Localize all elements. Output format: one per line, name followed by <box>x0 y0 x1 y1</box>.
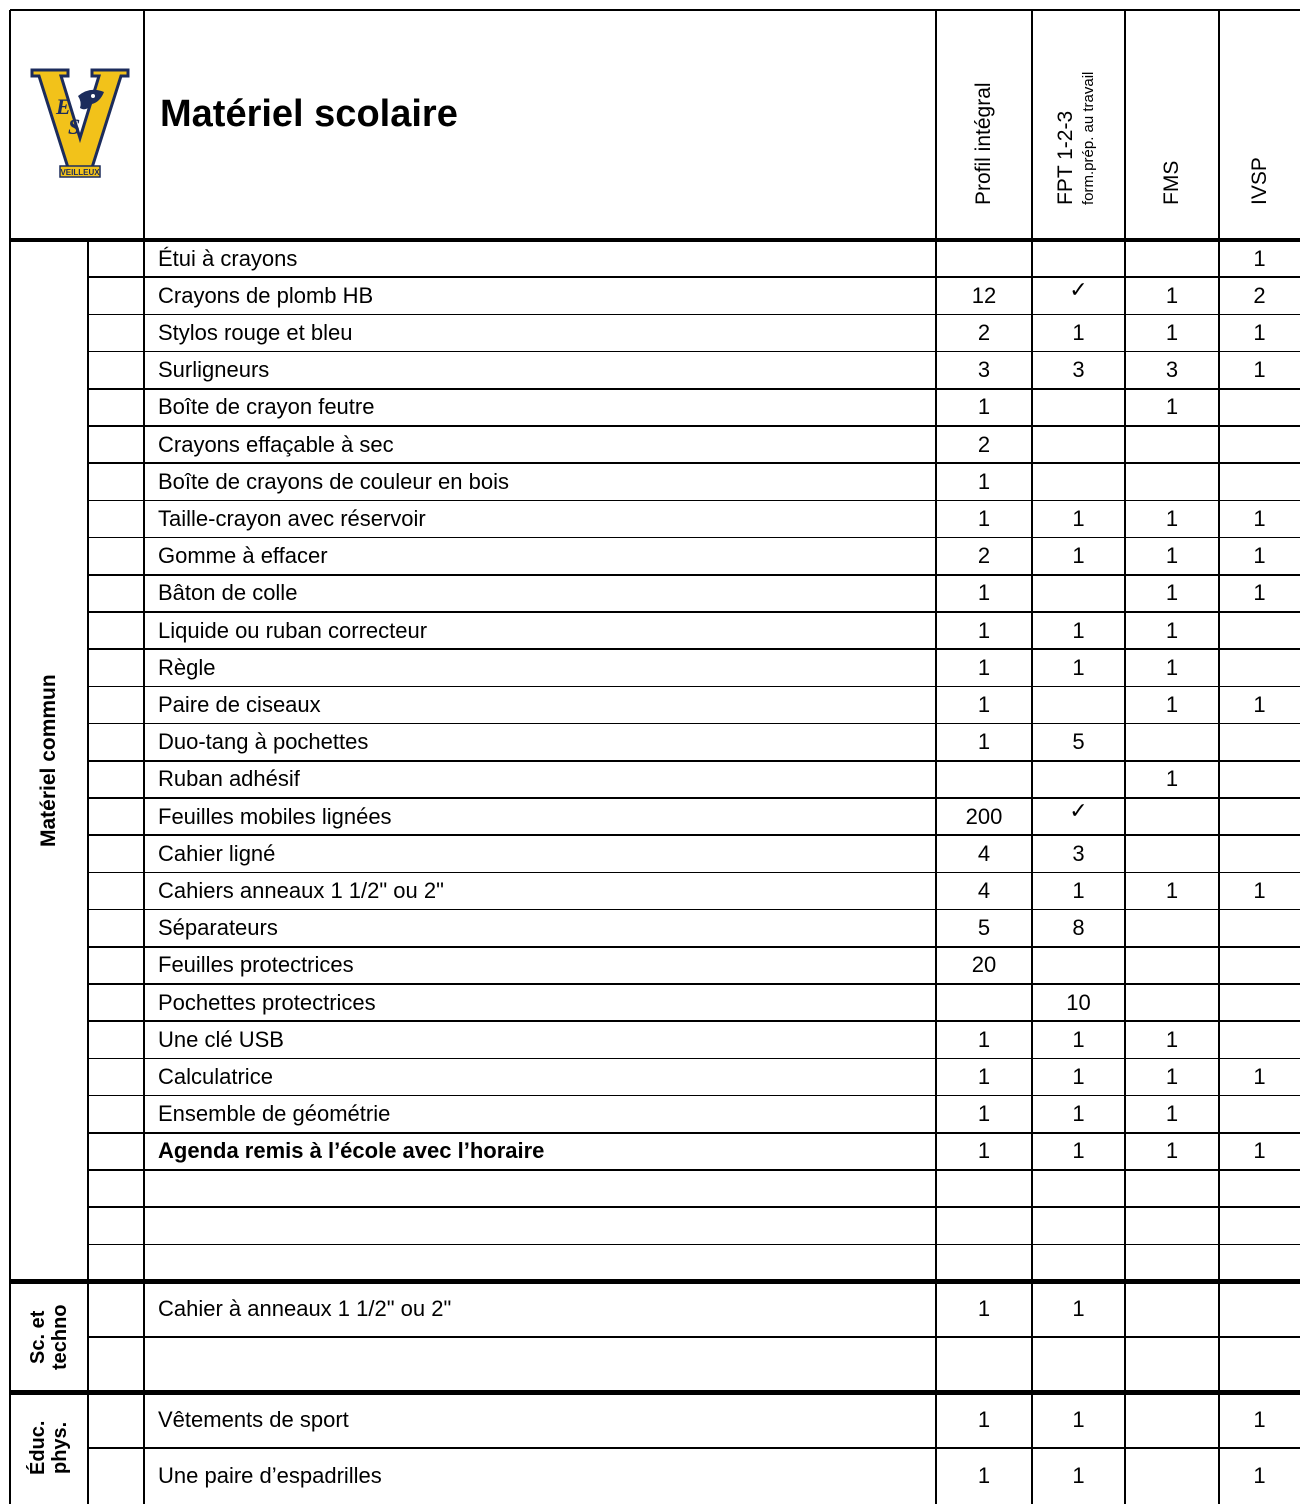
quantity-cell: 1 <box>1072 1026 1085 1052</box>
item-label: Boîte de crayon feutre <box>158 394 375 420</box>
table-row <box>88 1337 1300 1393</box>
section-label: techno <box>49 1304 71 1371</box>
quantity-cell: 1 <box>1253 543 1266 569</box>
item-label: Paire de ciseaux <box>158 692 321 717</box>
quantity-cell: 1 <box>977 1026 991 1052</box>
quantity-cell: 1 <box>977 580 991 606</box>
quantity-cell: 1 <box>977 729 991 755</box>
quantity-cell: 3 <box>1165 357 1179 383</box>
quantity-cell: 1 <box>977 654 991 680</box>
item-label: Cahier ligné <box>158 840 276 866</box>
quantity-cell: 4 <box>977 840 991 866</box>
quantity-cell: 1 <box>977 1462 991 1488</box>
quantity-cell: 12 <box>971 282 997 308</box>
quantity-cell: 1 <box>1165 1064 1179 1089</box>
svg-text:E: E <box>56 94 71 119</box>
quantity-cell: 1 <box>1165 543 1179 569</box>
quantity-cell: 5 <box>977 915 991 941</box>
quantity-cell: 1 <box>1165 394 1179 420</box>
quantity-cell: 1 <box>977 1407 991 1433</box>
quantity-cell: 1 <box>1165 878 1179 903</box>
item-label: Ensemble de géométrie <box>158 1101 391 1127</box>
column-header-2: FPT 1-2-3 <box>1053 110 1077 205</box>
column-header-3: FMS <box>1160 160 1183 205</box>
item-label: Vêtements de sport <box>158 1407 349 1433</box>
item-label: Ruban adhésif <box>158 766 300 792</box>
item-label: Cahier à anneaux 1 1/2" ou 2" <box>158 1296 452 1322</box>
quantity-cell: 1 <box>1072 1101 1085 1127</box>
svg-text:VEILLEUX: VEILLEUX <box>60 168 100 177</box>
grid-line <box>9 10 11 1504</box>
item-label: Règle <box>158 654 216 680</box>
svg-text:S: S <box>68 114 81 139</box>
table-row <box>88 1207 1300 1244</box>
quantity-cell: 1 <box>1165 654 1179 680</box>
item-label: Boîte de crayons de couleur en bois <box>158 468 510 494</box>
page-title: Matériel scolaire <box>160 93 458 135</box>
item-label: Taille-crayon avec réservoir <box>158 506 426 531</box>
quantity-cell: 1 <box>1253 357 1266 383</box>
quantity-cell: 1 <box>977 506 991 531</box>
quantity-cell: 2 <box>977 543 991 569</box>
quantity-cell: 1 <box>1165 766 1179 792</box>
quantity-cell: 1 <box>977 1296 991 1322</box>
quantity-cell: 1 <box>1253 580 1266 606</box>
quantity-cell: 1 <box>977 617 991 643</box>
quantity-cell: 8 <box>1072 915 1085 941</box>
checkmark-icon: ✓ <box>1069 798 1088 824</box>
item-label: Une clé USB <box>158 1026 284 1052</box>
quantity-cell: 3 <box>1072 840 1085 866</box>
column-header-4: IVSP <box>1247 157 1271 205</box>
item-label: Feuilles protectrices <box>158 952 354 978</box>
quantity-cell: 1 <box>1165 1026 1179 1052</box>
quantity-cell: 3 <box>1072 357 1085 383</box>
item-label: Une paire d’espadrilles <box>158 1462 382 1488</box>
quantity-cell: 4 <box>977 878 991 903</box>
section-label: phys. <box>49 1421 71 1475</box>
item-label: Crayons de plomb HB <box>158 282 374 308</box>
quantity-cell: 1 <box>1072 1064 1085 1089</box>
quantity-cell: 1 <box>1253 506 1266 531</box>
quantity-cell: 1 <box>1072 1138 1085 1164</box>
quantity-cell: 1 <box>1165 506 1179 531</box>
quantity-cell: 10 <box>1066 989 1091 1015</box>
quantity-cell: 1 <box>1253 1462 1266 1488</box>
quantity-cell: 1 <box>1253 320 1266 345</box>
quantity-cell: 1 <box>1072 320 1085 345</box>
column-subheader-2: form.prép. au travail <box>1079 71 1097 205</box>
quantity-cell: 2 <box>977 320 991 345</box>
quantity-cell: 1 <box>1165 692 1179 717</box>
item-label: Séparateurs <box>158 915 278 941</box>
section-label: Éduc. <box>27 1420 49 1476</box>
quantity-cell: 1 <box>1165 1138 1179 1164</box>
item-label: Feuilles mobiles lignées <box>158 803 392 829</box>
item-label: Agenda remis à l’école avec l’horaire <box>158 1138 545 1164</box>
column-header-1: Profil intégral <box>972 82 995 205</box>
quantity-cell: 1 <box>1165 617 1179 643</box>
quantity-cell: 2 <box>1253 282 1266 308</box>
section-label: Sc. et <box>27 1310 49 1364</box>
quantity-cell: 1 <box>1253 1138 1266 1164</box>
quantity-cell: 1 <box>1165 1101 1179 1127</box>
quantity-cell: 1 <box>977 1064 991 1089</box>
quantity-cell: 1 <box>1072 617 1085 643</box>
quantity-cell: 1 <box>977 468 991 494</box>
quantity-cell: 1 <box>1253 1064 1266 1089</box>
quantity-cell: 1 <box>1253 1407 1266 1433</box>
quantity-cell: 1 <box>1072 654 1085 680</box>
item-label: Crayons effaçable à sec <box>158 431 394 457</box>
item-label: Pochettes protectrices <box>158 989 376 1015</box>
quantity-cell: 200 <box>965 803 1003 829</box>
quantity-cell: 1 <box>977 1138 991 1164</box>
checkmark-icon: ✓ <box>1069 277 1088 303</box>
school-logo <box>30 68 130 182</box>
quantity-cell: 2 <box>977 431 991 457</box>
quantity-cell: 1 <box>1165 580 1179 606</box>
item-label: Bâton de colle <box>158 580 298 606</box>
quantity-cell: 1 <box>1072 878 1085 903</box>
item-label: Liquide ou ruban correcteur <box>158 617 428 643</box>
item-label: Calculatrice <box>158 1064 273 1089</box>
item-label: Cahiers anneaux 1 1/2" ou 2" <box>158 878 444 903</box>
quantity-cell: 1 <box>1072 1462 1085 1488</box>
quantity-cell: 1 <box>1253 878 1266 903</box>
quantity-cell: 1 <box>1165 282 1179 308</box>
quantity-cell: 1 <box>1253 692 1266 717</box>
item-label: Gomme à effacer <box>158 543 328 569</box>
quantity-cell: 1 <box>1165 320 1179 345</box>
table-row <box>88 1170 1300 1207</box>
quantity-cell: 20 <box>971 952 997 978</box>
grid-line <box>10 9 1300 11</box>
section-label: Matériel commun <box>37 674 60 848</box>
quantity-cell: 1 <box>1072 506 1085 531</box>
item-label: Étui à crayons <box>158 245 298 271</box>
quantity-cell: 3 <box>977 357 991 383</box>
quantity-cell: 1 <box>1072 1296 1085 1322</box>
quantity-cell: 1 <box>977 1101 991 1127</box>
item-label: Surligneurs <box>158 357 270 383</box>
quantity-cell: 1 <box>1072 1407 1085 1433</box>
quantity-cell: 5 <box>1072 729 1085 755</box>
quantity-cell: 1 <box>1253 245 1266 271</box>
quantity-cell: 1 <box>977 394 991 420</box>
quantity-cell: 1 <box>977 692 991 717</box>
item-label: Stylos rouge et bleu <box>158 320 353 345</box>
item-label: Duo-tang à pochettes <box>158 729 369 755</box>
quantity-cell: 1 <box>1072 543 1085 569</box>
table-row <box>88 1244 1300 1281</box>
